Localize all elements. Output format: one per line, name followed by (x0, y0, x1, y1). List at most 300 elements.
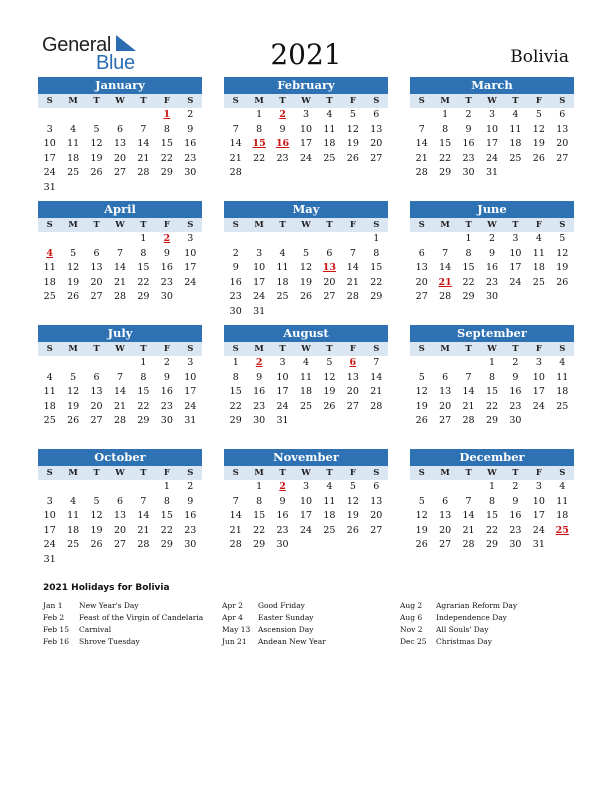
day-cell: 29 (485, 539, 499, 551)
day-cell: 18 (43, 276, 56, 288)
day-cell: 1 (256, 109, 263, 120)
day-cell: 28 (462, 539, 475, 551)
day-cell: 7 (373, 357, 380, 368)
weekday-label: S (232, 468, 239, 478)
day-cell: 30 (509, 539, 522, 551)
holiday-row (43, 612, 203, 624)
day-cell: 3 (302, 109, 310, 120)
holiday-name: Agrarian Reform Day (436, 601, 518, 610)
day-cell: 28 (415, 167, 428, 179)
empty-cell (457, 356, 480, 371)
empty-cell (85, 232, 108, 247)
day-cell: 14 (415, 138, 428, 150)
day-cell: 7 (116, 371, 124, 383)
day-cell: 21 (415, 152, 428, 164)
day-cell: 23 (509, 524, 522, 536)
weekday-label: F (349, 344, 356, 354)
holiday-day-cell: 15 (252, 138, 266, 150)
day-cell: 3 (512, 233, 519, 244)
weekday-label: T (512, 344, 519, 354)
day-cell: 19 (323, 386, 336, 398)
day-cell: 9 (163, 371, 170, 383)
day-cell: 16 (276, 510, 289, 522)
day-cell: 7 (140, 495, 147, 507)
holiday-day-cell: 1 (163, 109, 171, 120)
day-cell: 17 (184, 386, 197, 398)
day-cell: 21 (346, 276, 359, 288)
day-cell: 4 (326, 109, 333, 120)
weekday-label: T (279, 96, 286, 106)
month-february (224, 77, 388, 181)
day-cell: 3 (535, 357, 542, 368)
holiday-date: Nov 2 (400, 625, 423, 634)
country-name: Bolivia (510, 47, 569, 67)
empty-cell (410, 108, 433, 123)
day-cell: 31 (485, 167, 499, 179)
day-cell: 14 (370, 371, 383, 383)
day-cell: 8 (488, 495, 496, 507)
day-cell: 6 (93, 371, 100, 383)
empty-cell (224, 232, 247, 247)
day-cell: 13 (439, 510, 452, 522)
day-cell: 18 (532, 262, 545, 274)
day-cell: 27 (113, 167, 127, 179)
month-title: December (410, 449, 574, 466)
weekday-label: S (559, 468, 566, 478)
day-cell: 14 (462, 386, 475, 398)
day-cell: 11 (532, 247, 545, 259)
day-cell: 21 (462, 524, 475, 536)
month-august (224, 325, 388, 429)
empty-cell (294, 232, 317, 247)
weekday-header (410, 94, 574, 108)
day-cell: 10 (43, 138, 56, 150)
day-cell: 1 (232, 357, 239, 368)
day-cell: 22 (160, 152, 173, 164)
day-cell: 23 (184, 152, 197, 164)
day-cell: 8 (488, 371, 496, 383)
day-cell: 9 (163, 247, 170, 259)
day-cell: 5 (93, 495, 100, 507)
day-cell: 10 (532, 495, 545, 507)
day-cell: 28 (439, 291, 452, 303)
holiday-date: Apr 4 (222, 613, 243, 622)
empty-cell (224, 108, 247, 123)
day-cell: 24 (299, 152, 313, 164)
day-cell: 15 (253, 510, 266, 522)
day-cell: 27 (439, 539, 452, 551)
day-cell: 7 (442, 247, 449, 259)
day-cell: 20 (370, 510, 383, 522)
day-grid (38, 356, 202, 429)
day-cell: 18 (323, 510, 336, 522)
day-cell: 13 (370, 123, 383, 135)
weekday-label: T (512, 220, 519, 230)
month-title: May (224, 201, 388, 218)
day-cell: 11 (276, 262, 289, 274)
day-cell: 24 (253, 291, 266, 303)
weekday-label: M (68, 344, 78, 354)
holiday-name: All Souls' Day (436, 625, 489, 634)
empty-cell (132, 108, 155, 123)
day-cell: 3 (187, 233, 194, 244)
day-cell: 28 (370, 400, 383, 412)
day-cell: 5 (349, 481, 356, 492)
weekday-label: T (140, 220, 147, 230)
weekday-label: S (418, 96, 425, 106)
day-cell: 17 (532, 510, 545, 522)
month-january (38, 77, 202, 196)
day-cell: 27 (439, 415, 452, 427)
holiday-row (400, 600, 517, 612)
day-cell: 10 (253, 262, 266, 274)
holiday-name: Carnival (79, 625, 112, 634)
day-cell: 22 (160, 524, 173, 536)
day-cell: 18 (323, 138, 336, 150)
day-cell: 17 (532, 386, 545, 398)
holiday-date: Feb 15 (43, 625, 69, 634)
day-cell: 15 (137, 262, 150, 274)
month-june (410, 201, 574, 305)
day-cell: 12 (556, 247, 569, 259)
weekday-header (224, 342, 388, 356)
month-title: June (410, 201, 574, 218)
day-cell: 6 (93, 247, 100, 259)
holiday-day-cell: 16 (275, 138, 290, 150)
day-cell: 23 (229, 291, 242, 303)
day-cell: 5 (70, 371, 77, 383)
month-title: July (38, 325, 202, 342)
weekday-label: S (373, 220, 380, 230)
day-cell: 24 (184, 400, 197, 412)
empty-cell (433, 232, 456, 247)
day-cell: 3 (535, 481, 542, 492)
day-cell: 22 (370, 276, 383, 288)
weekday-label: T (140, 96, 147, 106)
day-cell: 5 (70, 247, 77, 259)
weekday-label: W (115, 344, 125, 354)
day-cell: 27 (370, 152, 383, 164)
day-cell: 5 (326, 357, 333, 368)
empty-cell (341, 232, 364, 247)
day-cell: 11 (323, 495, 336, 507)
day-cell: 29 (137, 291, 150, 303)
day-cell: 8 (256, 123, 263, 135)
empty-cell (85, 356, 108, 371)
day-cell: 6 (326, 247, 333, 259)
day-cell: 12 (67, 386, 80, 398)
day-cell: 8 (140, 371, 147, 383)
empty-cell (132, 480, 155, 495)
day-cell: 25 (67, 539, 80, 551)
day-cell: 19 (67, 400, 80, 412)
day-cell: 25 (276, 291, 289, 303)
day-cell: 13 (439, 386, 452, 398)
holiday-column (400, 600, 517, 648)
day-cell: 26 (299, 291, 313, 303)
holiday-row (400, 624, 517, 636)
weekday-label: T (93, 220, 100, 230)
day-cell: 2 (488, 233, 496, 244)
weekday-label: F (163, 344, 170, 354)
holiday-day-cell: 25 (555, 524, 569, 536)
day-cell: 23 (509, 400, 522, 412)
day-cell: 7 (465, 371, 472, 383)
day-cell: 25 (509, 152, 522, 164)
weekday-header (410, 218, 574, 232)
empty-cell (271, 232, 294, 247)
day-cell: 20 (439, 524, 452, 536)
weekday-label: M (254, 468, 264, 478)
day-cell: 1 (163, 481, 170, 492)
day-cell: 13 (113, 138, 127, 150)
day-cell: 27 (346, 400, 359, 412)
day-cell: 1 (488, 481, 496, 492)
weekday-label: S (373, 468, 380, 478)
weekday-header (38, 218, 202, 232)
holiday-name: Christmas Day (436, 637, 492, 646)
day-cell: 23 (485, 276, 499, 288)
day-cell: 18 (556, 510, 569, 522)
month-title: February (224, 77, 388, 94)
day-grid (224, 356, 388, 429)
day-cell: 18 (276, 276, 289, 288)
day-cell: 4 (535, 233, 542, 244)
day-cell: 28 (462, 415, 475, 427)
day-grid (38, 480, 202, 568)
month-title: November (224, 449, 388, 466)
holiday-day-cell: 2 (279, 481, 286, 492)
day-cell: 14 (113, 262, 127, 274)
day-cell: 28 (113, 291, 127, 303)
day-cell: 26 (67, 291, 80, 303)
empty-cell (108, 356, 131, 371)
day-cell: 3 (46, 123, 53, 135)
day-cell: 29 (160, 539, 173, 551)
day-cell: 30 (253, 415, 266, 427)
day-cell: 17 (43, 524, 56, 536)
day-grid (38, 232, 202, 305)
weekday-label: W (487, 96, 497, 106)
day-cell: 4 (512, 109, 519, 120)
weekday-label: F (163, 220, 170, 230)
holiday-day-cell: 13 (322, 262, 337, 274)
weekday-label: M (440, 344, 450, 354)
day-cell: 11 (43, 262, 56, 274)
day-cell: 24 (485, 152, 499, 164)
day-cell: 5 (418, 371, 425, 383)
day-cell: 3 (187, 357, 194, 368)
day-cell: 12 (532, 123, 545, 135)
day-cell: 1 (442, 109, 449, 120)
day-cell: 12 (415, 386, 428, 398)
day-cell: 18 (556, 386, 569, 398)
day-cell: 31 (276, 415, 289, 427)
day-cell: 27 (113, 539, 127, 551)
day-cell: 16 (160, 262, 173, 274)
day-cell: 5 (93, 123, 100, 135)
empty-cell (38, 108, 61, 123)
holiday-date: Aug 6 (400, 613, 423, 622)
day-grid (224, 108, 388, 181)
holiday-name: Ascension Day (258, 625, 314, 634)
day-cell: 24 (43, 167, 56, 179)
day-cell: 17 (43, 152, 56, 164)
day-cell: 24 (299, 524, 313, 536)
day-cell: 16 (184, 510, 197, 522)
month-november (224, 449, 388, 553)
holiday-date: Apr 2 (222, 601, 243, 610)
day-cell: 16 (160, 386, 173, 398)
day-cell: 27 (370, 524, 383, 536)
empty-cell (108, 232, 131, 247)
day-cell: 10 (509, 247, 522, 259)
day-cell: 30 (184, 167, 197, 179)
weekday-header (410, 342, 574, 356)
month-title: August (224, 325, 388, 342)
month-march (410, 77, 574, 181)
day-cell: 26 (415, 539, 428, 551)
weekday-label: W (487, 220, 497, 230)
weekday-label: S (46, 344, 53, 354)
day-cell: 4 (559, 357, 566, 368)
day-grid (410, 232, 574, 305)
holiday-day-cell: 6 (349, 357, 357, 368)
empty-cell (108, 108, 131, 123)
day-cell: 21 (229, 152, 242, 164)
holiday-date: Jun 21 (222, 637, 247, 646)
day-cell: 24 (276, 400, 289, 412)
day-grid (224, 232, 388, 320)
weekday-label: S (187, 468, 194, 478)
day-cell: 1 (373, 233, 380, 244)
weekday-label: S (232, 220, 239, 230)
empty-cell (38, 232, 61, 247)
day-cell: 12 (299, 262, 313, 274)
day-cell: 26 (346, 524, 359, 536)
weekday-label: T (326, 220, 333, 230)
day-cell: 28 (229, 539, 242, 551)
day-cell: 25 (532, 276, 545, 288)
month-title: April (38, 201, 202, 218)
day-cell: 8 (140, 247, 147, 259)
empty-cell (433, 356, 456, 371)
day-cell: 25 (67, 167, 80, 179)
weekday-label: F (535, 468, 542, 478)
day-cell: 31 (253, 305, 266, 317)
day-cell: 15 (160, 510, 173, 522)
weekday-label: S (373, 96, 380, 106)
holiday-date: Dec 25 (400, 637, 427, 646)
day-cell: 9 (512, 371, 519, 383)
month-april (38, 201, 202, 305)
holiday-date: Feb 16 (43, 637, 69, 646)
day-cell: 22 (462, 276, 475, 288)
day-cell: 30 (160, 291, 173, 303)
weekday-label: T (465, 468, 472, 478)
day-cell: 11 (67, 138, 80, 150)
day-cell: 29 (439, 167, 452, 179)
day-cell: 15 (229, 386, 242, 398)
day-cell: 5 (418, 495, 425, 507)
day-cell: 14 (229, 138, 242, 150)
weekday-label: F (535, 96, 542, 106)
day-cell: 14 (229, 510, 242, 522)
day-cell: 26 (323, 400, 336, 412)
day-cell: 15 (370, 262, 383, 274)
day-cell: 23 (184, 524, 197, 536)
day-cell: 15 (462, 262, 475, 274)
day-cell: 4 (46, 371, 53, 383)
day-cell: 18 (299, 386, 313, 398)
day-cell: 20 (415, 276, 428, 288)
holiday-row (43, 624, 203, 636)
day-cell: 1 (256, 481, 263, 492)
day-cell: 4 (326, 481, 333, 492)
day-cell: 24 (532, 524, 545, 536)
month-july (38, 325, 202, 429)
day-cell: 20 (90, 276, 103, 288)
day-cell: 24 (509, 276, 522, 288)
weekday-label: S (46, 468, 53, 478)
day-cell: 16 (229, 276, 242, 288)
month-title: September (410, 325, 574, 342)
day-cell: 18 (67, 524, 80, 536)
day-cell: 12 (346, 495, 359, 507)
month-title: January (38, 77, 202, 94)
day-cell: 26 (415, 415, 428, 427)
day-cell: 6 (373, 481, 380, 492)
weekday-label: T (326, 344, 333, 354)
day-cell: 11 (43, 386, 56, 398)
day-cell: 17 (253, 276, 266, 288)
day-grid (410, 480, 574, 553)
day-cell: 7 (465, 495, 472, 507)
weekday-label: M (68, 96, 78, 106)
day-cell: 22 (439, 152, 452, 164)
month-october (38, 449, 202, 568)
day-cell: 8 (232, 371, 239, 383)
empty-cell (61, 356, 84, 371)
empty-cell (85, 108, 108, 123)
day-cell: 25 (43, 415, 56, 427)
day-cell: 3 (46, 495, 53, 507)
day-cell: 19 (556, 262, 569, 274)
day-cell: 15 (485, 386, 499, 398)
day-cell: 16 (253, 386, 266, 398)
weekday-label: F (535, 220, 542, 230)
holiday-name: New Year's Day (79, 601, 139, 610)
day-grid (410, 356, 574, 429)
weekday-label: S (187, 344, 194, 354)
day-cell: 17 (184, 262, 197, 274)
day-cell: 13 (370, 495, 383, 507)
weekday-label: W (487, 344, 497, 354)
day-cell: 10 (184, 371, 197, 383)
day-cell: 22 (253, 524, 266, 536)
day-cell: 9 (187, 495, 194, 507)
day-cell: 26 (346, 152, 359, 164)
holiday-name: Shrove Tuesday (79, 637, 140, 646)
weekday-header (224, 94, 388, 108)
weekday-label: S (559, 96, 566, 106)
weekday-label: T (140, 468, 147, 478)
day-cell: 20 (346, 386, 359, 398)
day-cell: 28 (113, 415, 127, 427)
day-cell: 31 (43, 553, 56, 565)
weekday-label: T (512, 96, 519, 106)
day-cell: 13 (90, 262, 103, 274)
